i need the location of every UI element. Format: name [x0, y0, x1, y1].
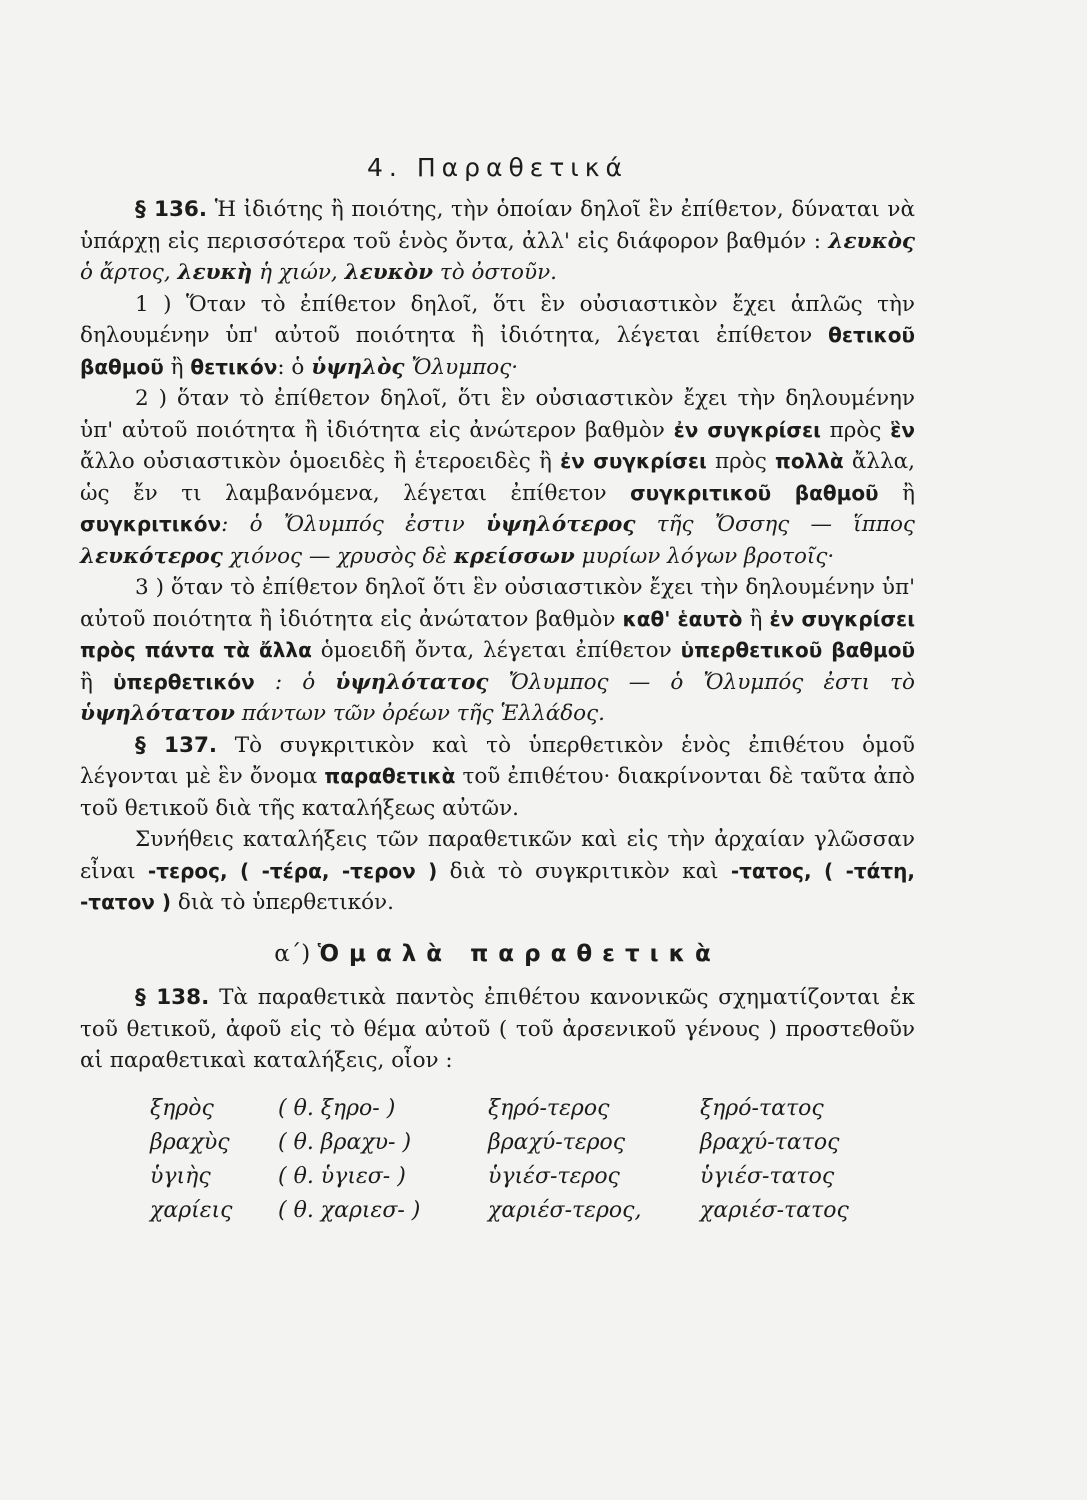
table-cell: ὑγιὴς — [150, 1163, 211, 1189]
section-number: § 136. — [135, 197, 208, 222]
paragraph-endings: Συνήθεις καταλήξεις τῶν παραθετικῶν καὶ εἰς τὴν ἀρχαίαν γλῶσσαν εἶναι -τερος, ( -τέρα, -τερον ) διὰ τὸ συγκριτικὸν καὶ -τατος, ( -τάτη, -τατον ) διὰ τὸ ὑπερθετικόν. — [80, 827, 915, 915]
paragraph-comparative: 2 ) ὅταν τὸ ἐπίθετον δηλοῖ, ὅτι ἓν οὐσιαστικὸν ἔχει τὴν δηλουμένην ὑπ' αὐτοῦ ποιότητα ἢ ἰδιότητα εἰς ἀνώτερον βαθμὸν ἐν συγκρίσει πρὸς ἓν ἄλλο οὐσιαστικὸν ὁμοειδὲς ἢ ἑτεροειδὲς ἢ ἐν συγκρίσει πρὸς πολλὰ ἄλλα, ὡς ἔν τι λαμβανόμενα, λέγεται ἐπίθετον συγκριτικοῦ βαθμοῦ ἢ συγκριτικόν: ὁ Ὄλυμπός ἐστιν ὑψηλότερος τῆς Ὄσσης — ἵππος λευκότερος χιόνος — χρυσὸς δὲ κρείσσων μυρίων λόγων βροτοῖς· — [80, 386, 916, 569]
table-cell: ὑγιέσ-τερος — [488, 1163, 620, 1189]
section-136: § 136. Ἡ ἰδιότης ἢ ποιότης, τὴν ὁποίαν δηλοῖ ἓν ἐπίθετον, δύναται νὰ ὑπάρχῃ εἰς περισσότερα τοῦ ἑνὸς ὄντα, ἀλλ' εἰς διάφορον βαθμόν : λευκὸς ὁ ἄρτος, λευκὴ ἡ χιών, λευκὸν τὸ ὀστοῦν. — [80, 197, 915, 285]
table-cell: ( θ. ξηρο- ) — [278, 1095, 396, 1121]
table-cell: βραχὺς — [150, 1129, 230, 1155]
table-row — [150, 1161, 900, 1195]
table-cell: χαριέσ-τερος, — [488, 1197, 642, 1223]
table-cell: ξηρὸς — [150, 1095, 214, 1121]
table-cell: ( θ. χαριεσ- ) — [278, 1197, 421, 1223]
subsection-heading: α΄) Ὁμαλὰ παραθετικὰ — [274, 940, 721, 967]
table-cell: ξηρό-τερος — [488, 1095, 610, 1121]
table-cell: ξηρό-τατος — [700, 1095, 824, 1121]
table-row — [150, 1093, 900, 1127]
table-cell: ὑγιέσ-τατος — [700, 1163, 835, 1189]
paragraph-positive: 1 ) Ὅταν τὸ ἐπίθετον δηλοῖ, ὅτι ἓν οὐσιαστικὸν ἔχει ἁπλῶς τὴν δηλουμένην ὑπ' αὐτοῦ ποιότητα ἢ ἰδιότητα, λέγεται ἐπίθετον θετικοῦ βαθμοῦ ἢ θετικόν: ὁ ὑψηλὸς Ὄλυμπος· — [80, 291, 915, 380]
table-row — [150, 1127, 900, 1161]
section-number: § 138. — [135, 985, 210, 1010]
table-cell: βραχύ-τατος — [700, 1129, 840, 1155]
paragraph-superlative: 3 ) ὅταν τὸ ἐπίθετον δηλοῖ ὅτι ἓν οὐσιαστικὸν ἔχει τὴν δηλουμένην ὑπ' αὐτοῦ ποιότητα ἢ ἰδιότητα εἰς ἀνώτατον βαθμὸν καθ' ἑαυτὸ ἢ ἐν συγκρίσει πρὸς πάντα τὰ ἄλλα ὁμοειδῆ ὄντα, λέγεται ἐπίθετον ὑπερθετικοῦ βαθμοῦ ἢ ὑπερθετικόν : ὁ ὑψηλότατος Ὄλυμπος — ὁ Ὄλυμπός ἐστι τὸ ὑψηλότατον πάντων τῶν ὀρέων τῆς Ἑλλάδος. — [80, 575, 916, 726]
page-content — [80, 150, 915, 1229]
section-number: § 137. — [135, 732, 218, 758]
section-137: § 137. Τὸ συγκριτικὸν καὶ τὸ ὑπερθετικὸν ἑνὸς ἐπιθέτου ὁμοῦ λέγονται μὲ ἓν ὄνομα παραθετικὰ τοῦ ἐπιθέτου· διακρίνονται δὲ ταῦτα ἀπὸ τοῦ θετικοῦ διὰ τῆς καταλήξεως αὐτῶν. — [80, 732, 915, 821]
examples-table — [150, 1093, 900, 1229]
table-cell: βραχύ-τερος — [488, 1129, 626, 1155]
table-cell: χαριέσ-τατος — [700, 1197, 849, 1223]
table-cell: χαρίεις — [150, 1197, 233, 1223]
table-row — [150, 1195, 900, 1229]
section-138: § 138. Τὰ παραθετικὰ παντὸς ἐπιθέτου κανονικῶς σχηματίζονται ἐκ τοῦ θετικοῦ, ἀφοῦ εἰς τὸ θέμα αὐτοῦ ( τοῦ ἀρσενικοῦ γένους ) προστεθοῦν αἱ παραθετικαὶ καταλήξεις, οἷον : — [80, 985, 915, 1073]
chapter-heading: 4. Παραθετικά — [367, 153, 628, 182]
table-cell: ( θ. βραχυ- ) — [278, 1129, 412, 1155]
table-cell: ( θ. ὑγιεσ- ) — [278, 1163, 406, 1189]
